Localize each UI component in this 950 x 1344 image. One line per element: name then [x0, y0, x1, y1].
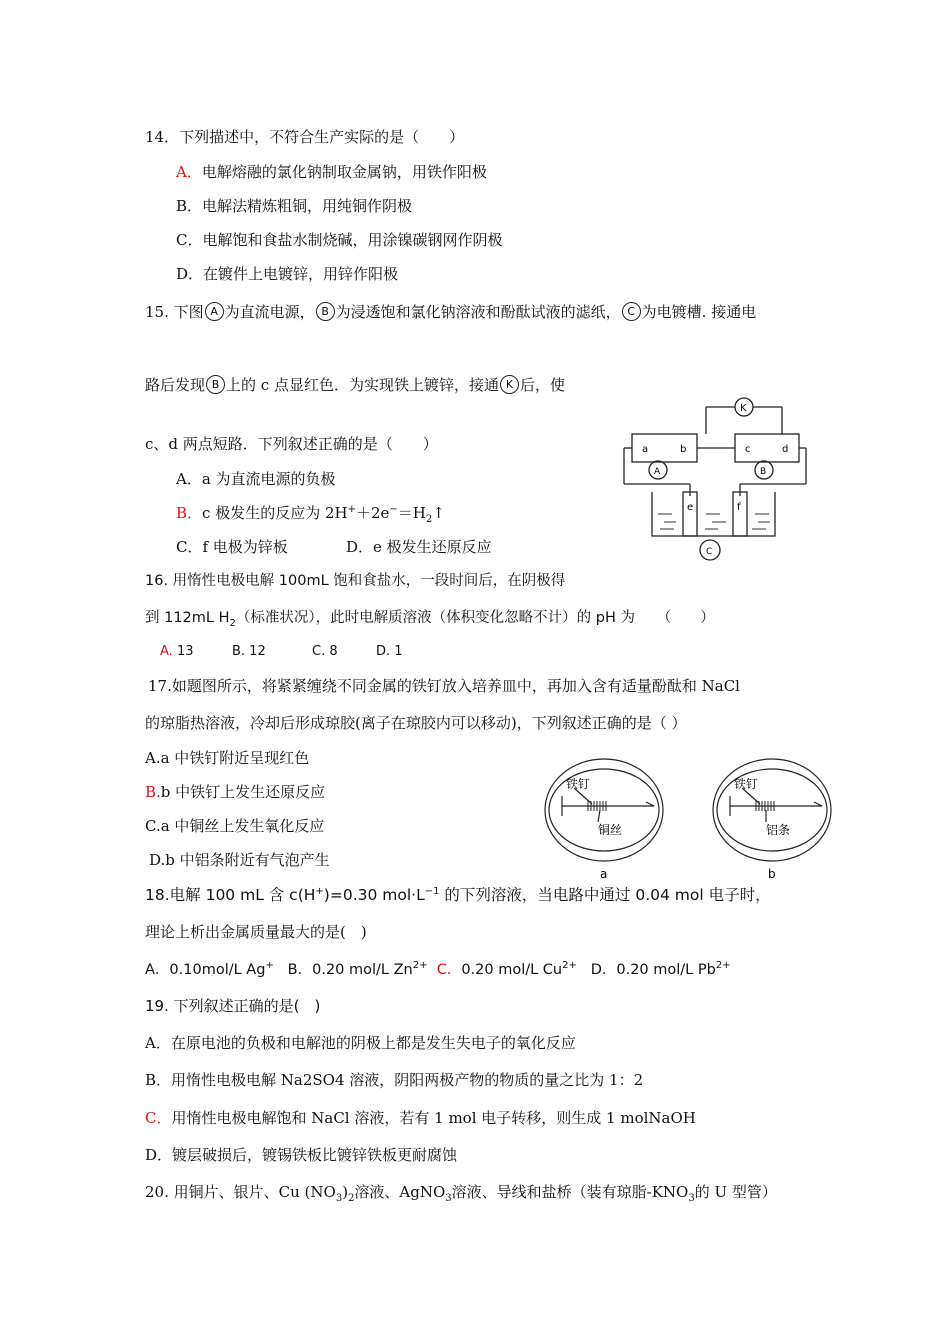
q18-a-sup: + [265, 960, 274, 972]
q15-b-mid: ＋2e [355, 504, 390, 522]
q18-sup-1: + [315, 885, 324, 897]
q16-sub: 2 [229, 617, 236, 629]
q20-sub-4: 3 [688, 1193, 695, 1204]
q18-option-d: D．0.20 mol/L Pb [590, 962, 716, 978]
circle-c-symbol: C [622, 302, 641, 321]
fig-label-paper: B [760, 467, 767, 477]
q14-option-a [176, 162, 487, 182]
fig-label-dish-b: b [768, 867, 776, 881]
q15-option-b [176, 503, 445, 523]
q19-stem: 19. 下列叙述正确的是( ) [145, 997, 321, 1015]
q18-b-sup: 2+ [412, 960, 428, 972]
q20-text-1: 20. 用铜片、银片、Cu (NO [145, 1183, 336, 1201]
fig-label-nail-a: 铁钉 [566, 777, 591, 791]
q14-a-letter: A． [176, 163, 202, 181]
q15-text-1: 15. 下图 [145, 303, 204, 321]
q18-text-3: 的下列溶液，当电路中通过 0.04 mol 电子时， [439, 886, 771, 904]
q18-sup-2: −1 [424, 885, 440, 897]
q16-line2 [145, 608, 715, 628]
q20-text-4: 溶液、导线和盐桥（装有琼脂-KNO [451, 1183, 689, 1201]
circle-b-symbol: B [316, 302, 335, 321]
circle-a-symbol: A [205, 302, 224, 321]
fig-label-b: b [680, 444, 687, 455]
q17-petri-dish-diagram [540, 752, 840, 882]
fig-label-cell: C [706, 547, 713, 557]
q15-text-5: 路后发现 [145, 376, 206, 394]
q17-line1: 17.如题图所示，将紧紧缠绕不同金属的铁钉放入培养皿中，再加入含有适量酚酞和 NaCl [148, 677, 740, 695]
q18-option-c: 0.20 mol/L Cu [461, 962, 563, 978]
q14-option-c: C．电解饱和食盐水制烧碱，用涂镍碳钢网作阴极 [176, 231, 503, 249]
q15-circuit-diagram [620, 396, 810, 566]
q17-option-c: C.a 中铜丝上发生氧化反应 [145, 817, 325, 835]
q17-b-letter: B. [145, 783, 161, 801]
q15-option-c: C．f 电极为锌板 [176, 538, 288, 556]
q18-text-1: 18.电解 100 mL 含 c(H [145, 886, 316, 904]
q14-stem: 14．下列描述中，不符合生产实际的是（ ） [145, 128, 465, 146]
fig-label-f: f [737, 502, 741, 513]
q14-option-d: D．在镀件上电镀锌，用锌作阳极 [176, 265, 399, 283]
q14-a-text: 电解熔融的氯化钠制取金属钠，用铁作阳极 [201, 163, 487, 181]
q20-text-5: 的 U 型管） [694, 1183, 777, 1201]
q15-b-text: c 极发生的反应为 2H [202, 504, 348, 522]
fig-label-dish-a: a [600, 867, 608, 881]
q15-b-eq: ＝H [397, 504, 426, 522]
q18-options [145, 960, 731, 980]
q20-sub-3: 3 [445, 1193, 452, 1204]
q15-b-sup-plus: + [347, 504, 356, 515]
fig-label-aluminum: 铝条 [766, 823, 791, 837]
q15-line1 [145, 302, 756, 322]
q15-line3: c、d 两点短路．下列叙述正确的是（ ） [145, 435, 438, 453]
q15-b-sup-minus: − [389, 504, 398, 515]
q15-text-3: 为浸透饱和氯化钠溶液和酚酞试液的滤纸， [335, 303, 621, 321]
q18-text-2: )=0.30 mol·L [323, 886, 425, 904]
q15-text-7: 后，使 [519, 376, 565, 394]
fig-label-d: d [782, 444, 789, 455]
fig-label-a: a [642, 444, 649, 455]
q20-stem [145, 1182, 777, 1202]
q18-line2: 理论上析出金属质量最大的是( ) [145, 923, 367, 941]
fig-label-e: e [687, 502, 694, 513]
circle-b-symbol-2: B [206, 375, 225, 394]
q15-b-sub: 2 [425, 514, 433, 525]
q16-line1: 16. 用惰性电极电解 100mL 饱和食盐水，一段时间后，在阴极得 [145, 573, 566, 589]
q19-c-text: 用惰性电极电解饱和 NaCl 溶液，若有 1 mol 电子转移，则生成 1 molNaOH [171, 1109, 696, 1127]
q17-option-b [145, 782, 325, 802]
q17-b-text: b 中铁钉上发生还原反应 [160, 783, 326, 801]
q16-option-b: B. 12 [232, 644, 266, 659]
q18-c-letter: C． [436, 962, 462, 978]
q14-option-b: B．电解法精炼粗铜，用纯铜作阴极 [176, 197, 413, 215]
q17-line2: 的琼脂热溶液，冷却后形成琼胶(离子在琼胶内可以移动)，下列叙述正确的是（ ） [145, 714, 687, 732]
q19-option-d: D．镀层破损后，镀锡铁板比镀锌铁板更耐腐蚀 [145, 1146, 458, 1164]
fig-label-k: K [740, 403, 747, 414]
q20-text-3: 溶液、AgNO [354, 1183, 446, 1201]
q16-text-2: （标准状况），此时电解质溶液（体积变化忽略不计）的 pH 为 （ ） [235, 610, 715, 626]
q19-c-letter: C． [145, 1109, 172, 1127]
q19-option-b: B．用惰性电极电解 Na2SO4 溶液，阴阳两极产物的物质的量之比为 1：2 [145, 1071, 644, 1089]
q15-line2 [145, 375, 565, 395]
q20-sub-1: 3 [335, 1193, 343, 1204]
fig-label-copper: 铜丝 [598, 823, 623, 837]
q20-text-2: ) [342, 1183, 349, 1201]
q16-text-1: 到 112mL H [145, 610, 230, 626]
q15-option-a: A．a 为直流电源的负极 [176, 470, 336, 488]
q16-a-letter: A. [160, 644, 173, 659]
q15-option-d: D．e 极发生还原反应 [346, 538, 492, 556]
fig-label-source: A [654, 467, 661, 477]
q15-b-letter: B． [176, 504, 203, 522]
q15-text-6: 上的 c 点显红色．为实现铁上镀锌，接通 [226, 376, 499, 394]
q15-text-4: 为电镀槽. 接通电 [641, 303, 757, 321]
q16-option-a [160, 642, 193, 662]
q18-option-b: B．0.20 mol/L Zn [287, 962, 413, 978]
q18-d-sup: 2+ [715, 960, 731, 972]
circle-k-symbol: K [500, 375, 519, 394]
q17-option-a: A.a 中铁钉附近呈现红色 [145, 749, 310, 767]
q15-b-arrow: ↑ [432, 504, 445, 522]
q18-line1 [145, 885, 771, 905]
q16-a-value: 13 [176, 644, 194, 659]
fig-label-c: c [745, 444, 751, 455]
q17-option-d: D.b 中铝条附近有气泡产生 [149, 851, 330, 869]
q19-option-a: A．在原电池的负极和电解池的阴极上都是发生失电子的氧化反应 [145, 1034, 576, 1052]
q18-option-a: A．0.10mol/L Ag [145, 962, 266, 978]
q16-option-d: D. 1 [376, 644, 403, 659]
q19-option-c [145, 1108, 696, 1128]
q15-text-2: 为直流电源， [224, 303, 315, 321]
q20-sub-2: 2 [348, 1193, 355, 1204]
q18-c-sup: 2+ [562, 960, 577, 972]
fig-label-nail-b: 铁钉 [734, 777, 759, 791]
q16-option-c: C. 8 [312, 644, 338, 659]
